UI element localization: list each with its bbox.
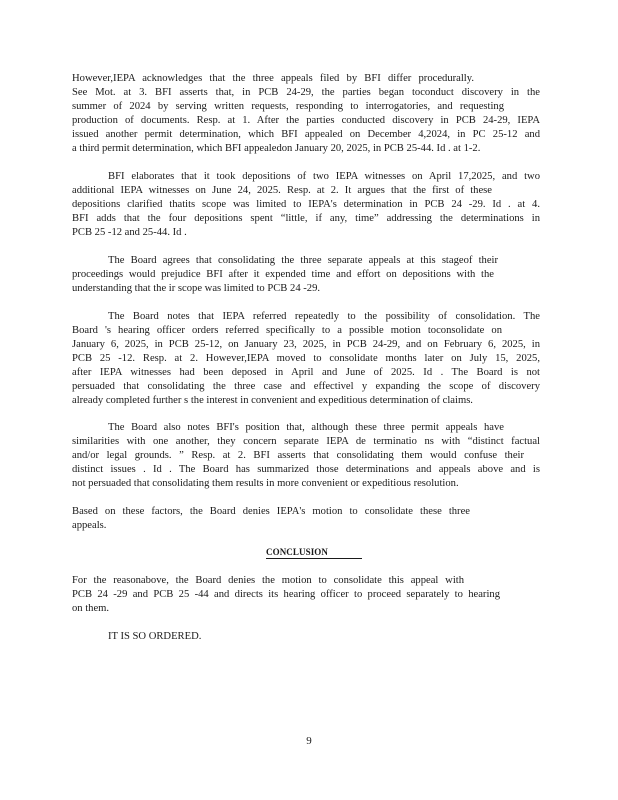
text-line: after IEPA witnesses had been deposed in April and June of 2025. Id . The Board is not	[72, 367, 540, 378]
text-line: not persuaded that consolidating them results in more convenient or expeditious resolution.	[72, 478, 459, 489]
text-line: PCB 25 -12 and 25-44. Id .	[72, 227, 187, 238]
text-line: production of documents. Resp. at 1. After the parties conducted discovery in PCB 24-29, IEPA	[72, 115, 540, 126]
text-line: distinct issues . Id . The Board has summarized those determinations and appeals above and is	[72, 464, 540, 475]
text-line: The Board notes that IEPA referred repeatedly to the possibility of consolidation. The	[108, 311, 540, 322]
text-line: The Board agrees that consolidating the three separate appeals at this stageof their	[108, 255, 498, 266]
text-line: appeals.	[72, 520, 107, 531]
paragraph-order	[72, 630, 540, 644]
paragraph-procedural-differences	[72, 72, 540, 156]
text-line: depositions clarified thatits scope was limited to IEPA's determination in PCB 24 -29. Id . at 4.	[72, 199, 540, 210]
text-line: similarities with one another, they concern separate IEPA de terminatio ns with “distinct factual	[72, 436, 540, 447]
section-heading-conclusion: CONCLUSION	[266, 546, 362, 559]
text-line: proceedings would prejudice BFI after it expended time and effort on depositions with the	[72, 269, 494, 280]
paragraph-board-notes	[72, 310, 540, 408]
text-line: However,IEPA acknowledges that the three appeals filed by BFI differ procedurally.	[72, 73, 474, 84]
text-line: summer of 2024 by serving written requests, responding to interrogatories, and requesting	[72, 101, 504, 112]
text-line: understanding that the ir scope was limited to PCB 24 -29.	[72, 283, 321, 294]
text-line: January 6, 2025, in PCB 25-12, on January 23, 2025, in PCB 24-29, and on February 6, 2025, in	[72, 339, 540, 350]
text-line: PCB 25 -12. Resp. at 2. However,IEPA moved to consolidate months later on July 15, 2025,	[72, 353, 540, 364]
text-line: BFI adds that the four depositions spent “little, if any, time” addressing the determinations in	[72, 213, 540, 224]
paragraph-bfi-position	[72, 421, 540, 491]
page-number: 9	[306, 735, 312, 747]
text-line: and/or legal grounds. ” Resp. at 2. BFI asserts that consolidating them would confuse their	[72, 450, 524, 461]
text-line: PCB 24 -29 and PCB 25 -44 and directs its hearing officer to proceed separately to hearing	[72, 589, 500, 600]
text-line: BFI elaborates that it took depositions of two IEPA witnesses on April 17,2025, and two	[108, 171, 540, 182]
paragraph-motion-denied	[72, 505, 540, 533]
text-line: persuaded that consolidating the three case and effectivel y expanding the scope of discovery	[72, 381, 540, 392]
text-line: See Mot. at 3. BFI asserts that, in PCB 24-29, the parties began toconduct discovery in the	[72, 87, 540, 98]
text-line: issued another permit determination, which BFI appealed on December 4,2024, in PC 25-12 and	[72, 129, 540, 140]
text-line: a third permit determination, which BFI appealedon January 20, 2025, in PCB 25-44. Id . at 1-2.	[72, 143, 481, 154]
text-line: additional IEPA witnesses on June 24, 2025. Resp. at 2. It argues that the first of these	[72, 185, 492, 196]
paragraph-bfi-elaborates	[72, 170, 540, 240]
text-line: The Board also notes BFI's position that, although these three permit appeals have	[108, 422, 504, 433]
text-line: For the reasonabove, the Board denies the motion to consolidate this appeal with	[72, 575, 464, 586]
paragraph-board-agrees	[72, 254, 540, 296]
text-line: already completed further s the interest in convenient and expeditious determination of claims.	[72, 395, 473, 406]
text-line: Board 's hearing officer orders referred specifically to a possible motion toconsolidate on	[72, 325, 502, 336]
order-statement: IT IS SO ORDERED.	[108, 631, 202, 642]
text-line: Based on these factors, the Board denies IEPA's motion to consolidate these three	[72, 506, 470, 517]
paragraph-conclusion	[72, 574, 540, 616]
text-line: on them.	[72, 603, 110, 614]
